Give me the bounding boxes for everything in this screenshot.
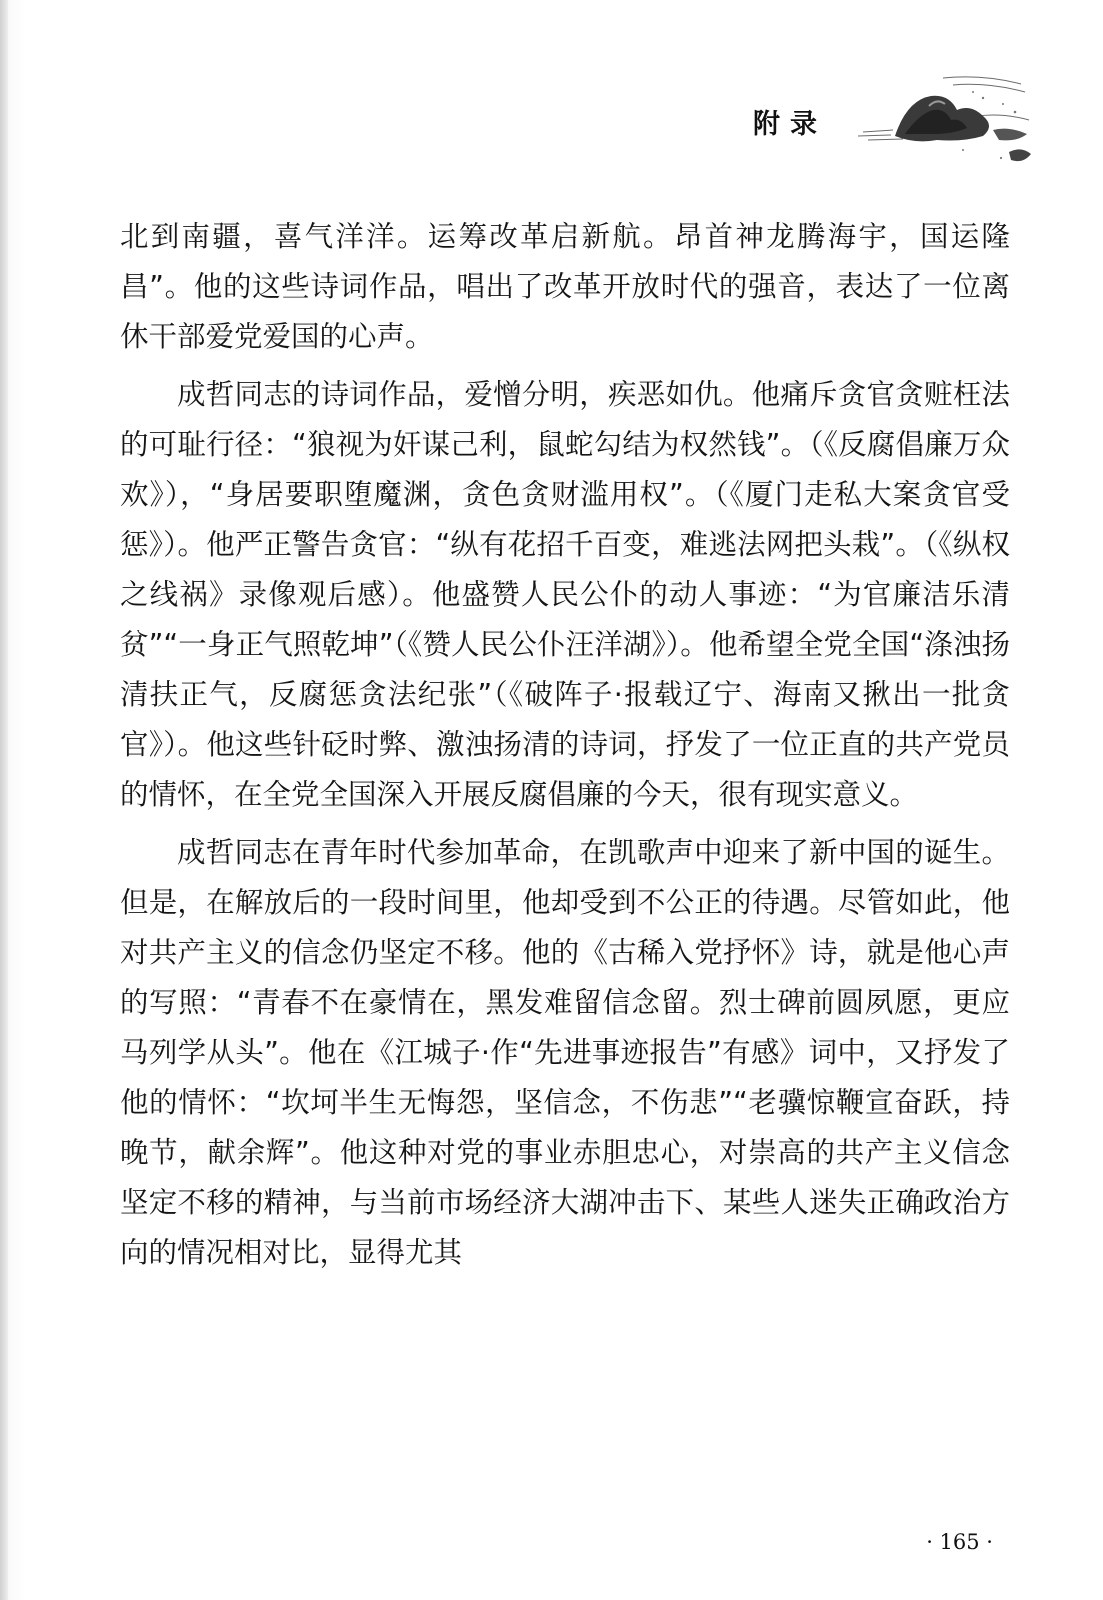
article-body bbox=[120, 212, 1010, 1286]
scan-binding-edge bbox=[0, 0, 8, 1600]
running-header bbox=[753, 70, 1033, 180]
section-title: 附录 bbox=[753, 109, 827, 140]
landscape-ornament-icon bbox=[833, 70, 1033, 180]
paragraph-revolution-belief: 成哲同志在青年时代参加革命，在凯歌声中迎来了新中国的诞生。但是，在解放后的一段时间里，他却受到不公正的待遇。尽管如此，他对共产主义的信念仍坚定不移。他的《古稀入党抒怀》诗，就是他心声的写照：“青春不在豪情在，黑发难留信念留。烈士碑前圆夙愿，更应马列学从头”。他在《江城子·作“先进事迹报告”有感》词中，又抒发了他的情怀：“坎坷半生无悔怨，坚信念，不伤悲”“老骥惊鞭宣奋跃，持晚节，献余辉”。他这种对党的事业赤胆忠心，对崇高的共产主义信念坚定不移的精神，与当前市场经济大湖冲击下、某些人迷失正确政治方向的情况相对比，显得尤其 bbox=[120, 836, 1011, 1269]
paragraph-continuation: 北到南疆，喜气洋洋。运筹改革启新航。昂首神龙腾海宇，国运隆昌”。他的这些诗词作品，唱出了改革开放时代的强音，表达了一位离休干部爱党爱国的心声。 bbox=[120, 220, 1010, 353]
page-number: · 165 · bbox=[926, 1530, 993, 1554]
paragraph-anti-corruption: 成哲同志的诗词作品，爱憎分明，疾恶如仇。他痛斥贪官贪赃枉法的可耻行径：“狼视为奸谋己利，鼠蛇勾结为权然钱”。（《反腐倡廉万众欢》），“身居要职堕魔渊，贪色贪财滥用权”。（《厦门走私大案贪官受惩》）。他严正警告贪官：“纵有花招千百变，难逃法网把头栽”。（《纵权之线祸》录像观后感）。他盛赞人民公仆的动人事迹：“为官廉洁乐清贫”“一身正气照乾坤”（《赞人民公仆汪洋湖》）。他希望全党全国“涤浊扬清扶正气，反腐惩贪法纪张”（《破阵子·报载辽宁、海南又揪出一批贪官》）。他这些针砭时弊、激浊扬清的诗词，抒发了一位正直的共产党员的情怀，在全党全国深入开展反腐倡廉的今天，很有现实意义。 bbox=[120, 378, 1010, 811]
